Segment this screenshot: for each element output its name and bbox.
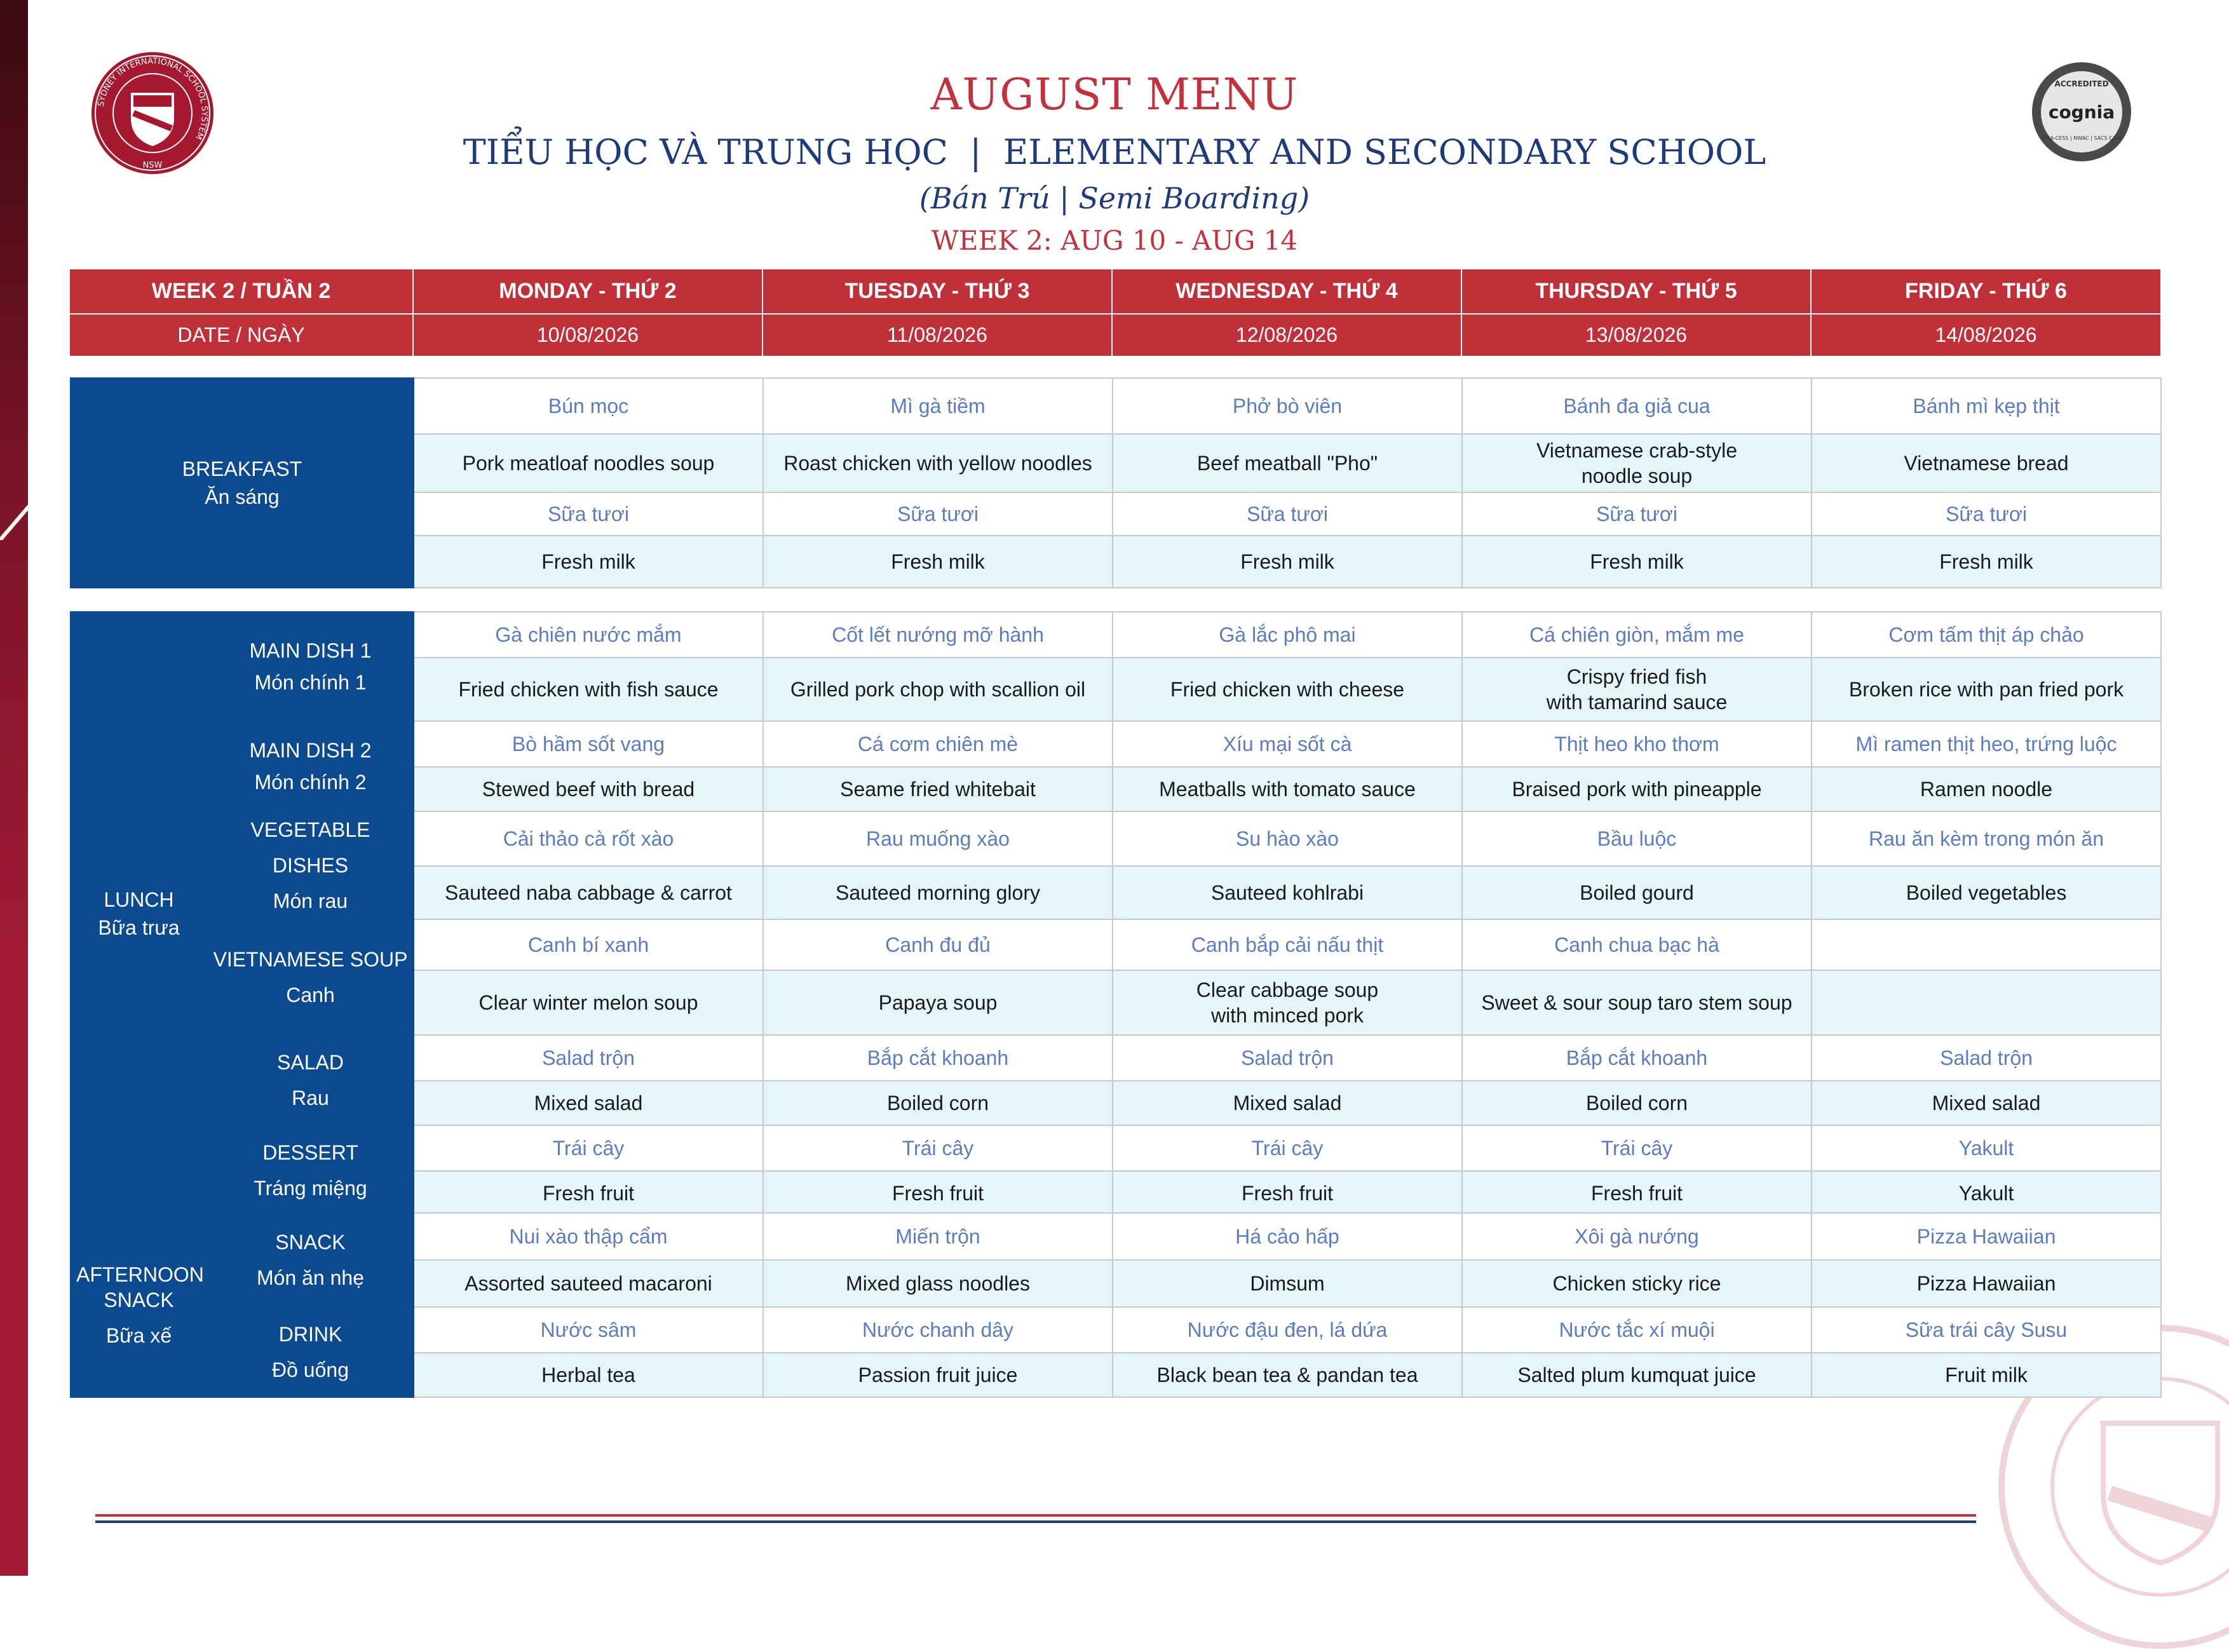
dish-vn: Trái cây xyxy=(763,1125,1113,1171)
dish-en: Mixed salad xyxy=(414,1081,763,1125)
category-label xyxy=(207,919,414,1035)
category-en: MAIN DISH 1 xyxy=(249,639,372,662)
category-vn: Canh xyxy=(286,984,335,1006)
dish-en: Dimsum xyxy=(1113,1260,1462,1307)
day-header: MONDAY - THỨ 2 xyxy=(413,269,762,314)
dish-vn: Phở bò viên xyxy=(1113,378,1462,434)
date-label: DATE / NGÀY xyxy=(70,314,413,356)
dish-vn: Sữa tươi xyxy=(1113,492,1462,536)
dish-vn: Cải thảo cà rốt xào xyxy=(414,811,763,866)
dish-en: Pork meatloaf noodles soup xyxy=(414,434,763,492)
dish-vn: Bún mọc xyxy=(414,378,763,434)
dish-en: Fruit milk xyxy=(1812,1353,2161,1397)
dish-vn: Nui xào thập cẩm xyxy=(414,1213,763,1260)
dish-vn: Rau ăn kèm trong món ăn xyxy=(1812,811,2161,866)
dish-vn: Cá chiên giòn, mắm me xyxy=(1462,612,1812,658)
stripe-accent-line xyxy=(0,496,38,540)
dish-en: Mixed glass noodles xyxy=(763,1260,1113,1307)
dish-vn: Cá cơm chiên mè xyxy=(763,721,1113,767)
dish-en: Crispy fried fish with tamarind sauce xyxy=(1462,658,1812,721)
breakfast-label-vn: Ăn sáng xyxy=(205,485,280,508)
dish-en: Seame fried whitebait xyxy=(763,767,1113,811)
school-level-subtitle: TIỂU HỌC VÀ TRUNG HỌC | ELEMENTARY AND SECONDARY SCHOOL xyxy=(463,132,1766,172)
badge-bottom-text: MSA-CESS | NWAC | SACS CASI xyxy=(2042,135,2121,141)
dish-vn: Bánh mì kẹp thịt xyxy=(1812,378,2161,434)
badge-brand-text: cognia xyxy=(2048,102,2115,123)
dish-vn: Pizza Hawaiian xyxy=(1812,1213,2161,1260)
dish-vn: Trái cây xyxy=(414,1125,763,1171)
dish-vn: Bánh đa giả cua xyxy=(1462,378,1812,434)
breakfast-label-en: BREAKFAST xyxy=(182,457,302,480)
dish-vn: Canh chua bạc hà xyxy=(1462,919,1812,970)
category-en: VIETNAMESE SOUP xyxy=(213,948,408,971)
dish-en: Broken rice with pan fried pork xyxy=(1812,658,2161,721)
dish-vn: Canh đu đủ xyxy=(763,919,1113,970)
dish-en: Vietnamese crab-style noodle soup xyxy=(1462,434,1812,492)
dish-vn: Su hào xào xyxy=(1113,811,1462,866)
dish-en xyxy=(1812,970,2161,1035)
dish-en: Fresh fruit xyxy=(414,1171,763,1215)
dish-vn: Bắp cắt khoanh xyxy=(1462,1035,1812,1081)
dish-en: Sauteed naba cabbage & carrot xyxy=(414,866,763,919)
dish-vn: Há cảo hấp xyxy=(1113,1213,1462,1260)
dish-en: Fresh fruit xyxy=(1113,1171,1462,1215)
dish-en: Mixed salad xyxy=(1113,1081,1462,1125)
dish-en: Vietnamese bread xyxy=(1812,434,2161,492)
day-header: THURSDAY - THỨ 5 xyxy=(1461,269,1811,314)
title-block xyxy=(0,64,2229,263)
dish-vn: Sữa trái cây Susu xyxy=(1812,1307,2161,1353)
dish-vn: Nước tắc xí muội xyxy=(1462,1307,1812,1353)
dish-en: Sweet & sour soup taro stem soup xyxy=(1462,970,1812,1035)
day-date: 14/08/2026 xyxy=(1811,314,2160,356)
lunch-table xyxy=(70,611,2162,1216)
dish-vn: Xíu mại sốt cà xyxy=(1113,721,1462,767)
category-label xyxy=(207,811,414,919)
dish-en: Fresh milk xyxy=(763,536,1113,588)
category-label xyxy=(207,1213,414,1307)
day-date: 11/08/2026 xyxy=(762,314,1112,356)
dish-vn: Mì ramen thịt heo, trứng luộc xyxy=(1812,721,2161,767)
category-vn: Rau xyxy=(292,1087,329,1109)
day-header: TUESDAY - THỨ 3 xyxy=(762,269,1112,314)
dish-vn xyxy=(1812,919,2161,970)
dish-en: Grilled pork chop with scallion oil xyxy=(763,658,1113,721)
dish-vn: Nước sâm xyxy=(414,1307,763,1353)
dish-en: Boiled corn xyxy=(763,1081,1113,1125)
category-vn: Đồ uống xyxy=(272,1358,349,1381)
dish-vn: Nước đậu đen, lá dứa xyxy=(1113,1307,1462,1353)
day-header: FRIDAY - THỨ 6 xyxy=(1811,269,2160,314)
footer-rule-blue xyxy=(95,1520,1976,1523)
dish-vn: Sữa tươi xyxy=(1812,492,2161,536)
dish-en: Black bean tea & pandan tea xyxy=(1113,1353,1462,1397)
dish-en: Roast chicken with yellow noodles xyxy=(763,434,1113,492)
dish-vn: Salad trộn xyxy=(1113,1035,1462,1081)
dish-en: Fresh milk xyxy=(1462,536,1812,588)
logo-small-text: NSW xyxy=(142,161,163,170)
dish-vn: Sữa tươi xyxy=(1462,492,1812,536)
week-label: WEEK 2 / TUẦN 2 xyxy=(70,269,413,314)
dish-vn: Cốt lết nướng mỡ hành xyxy=(763,612,1113,658)
dish-vn: Salad trộn xyxy=(414,1035,763,1081)
category-vn: Tráng miệng xyxy=(254,1177,367,1200)
dish-vn: Trái cây xyxy=(1113,1125,1462,1171)
dish-en: Boiled gourd xyxy=(1462,866,1812,919)
category-vn: Món ăn nhẹ xyxy=(256,1266,364,1289)
category-label xyxy=(207,1307,414,1397)
day-date: 10/08/2026 xyxy=(413,314,762,356)
lunch-label-en: LUNCH xyxy=(104,888,174,911)
dish-vn: Thịt heo kho thơm xyxy=(1462,721,1812,767)
dish-en: Yakult xyxy=(1812,1171,2161,1215)
dish-vn: Rau muống xào xyxy=(763,811,1113,866)
dish-en: Ramen noodle xyxy=(1812,767,2161,811)
dish-en: Papaya soup xyxy=(763,970,1113,1035)
dish-vn: Bắp cắt khoanh xyxy=(763,1035,1113,1081)
dish-en: Beef meatball "Pho" xyxy=(1113,434,1462,492)
dish-en: Fresh milk xyxy=(1812,536,2161,588)
dish-vn: Bầu luộc xyxy=(1462,811,1812,866)
category-en: DESSERT xyxy=(262,1141,358,1164)
category-en: DRINK xyxy=(278,1323,342,1346)
category-en: SNACK xyxy=(275,1231,346,1254)
dish-vn: Sữa tươi xyxy=(763,492,1113,536)
dish-vn: Mì gà tiềm xyxy=(763,378,1113,434)
dish-en: Passion fruit juice xyxy=(763,1353,1113,1397)
dish-en: Boiled corn xyxy=(1462,1081,1812,1125)
dish-en: Clear cabbage soup with minced pork xyxy=(1113,970,1462,1035)
dish-vn: Canh bắp cải nấu thịt xyxy=(1113,919,1462,970)
lunch-label-vn: Bữa trưa xyxy=(98,916,180,939)
dish-en: Fresh milk xyxy=(1113,536,1462,588)
dish-en: Clear winter melon soup xyxy=(414,970,763,1035)
badge-top-text: ACCREDITED xyxy=(2054,79,2109,88)
dish-vn: Salad trộn xyxy=(1812,1035,2161,1081)
category-label xyxy=(207,721,414,811)
day-header-table xyxy=(70,269,2160,356)
dish-en: Fresh milk xyxy=(414,536,763,588)
day-date: 12/08/2026 xyxy=(1112,314,1461,356)
dish-vn: Miến trộn xyxy=(763,1213,1113,1260)
category-en: SALAD xyxy=(277,1051,344,1074)
afternoon-label-vn: Bữa xế xyxy=(105,1324,172,1347)
dish-en: Assorted sauteed macaroni xyxy=(414,1260,763,1307)
dish-vn: Canh bí xanh xyxy=(414,919,763,970)
dish-vn: Gà lắc phô mai xyxy=(1113,612,1462,658)
breakfast-label xyxy=(71,378,414,588)
page-title: AUGUST MENU xyxy=(930,70,1299,120)
dish-vn: Yakult xyxy=(1812,1125,2161,1171)
dish-en: Pizza Hawaiian xyxy=(1812,1260,2161,1307)
logo-ring-text: SYDNEY INTERNATIONAL SCHOOL SYSTEM xyxy=(96,56,210,141)
category-en: VEGETABLE DISHES xyxy=(250,818,370,877)
category-label xyxy=(207,1035,414,1125)
category-label xyxy=(207,1125,414,1215)
category-vn: Món rau xyxy=(273,890,348,912)
category-label xyxy=(207,612,414,721)
dish-vn: Sữa tươi xyxy=(414,492,763,536)
dish-en: Sauteed kohlrabi xyxy=(1113,866,1462,919)
dish-en: Mixed salad xyxy=(1812,1081,2161,1125)
afternoon-label xyxy=(71,1213,207,1397)
day-date: 13/08/2026 xyxy=(1461,314,1811,356)
afternoon-snack-table xyxy=(70,1212,2162,1398)
dish-en: Stewed beef with bread xyxy=(414,767,763,811)
dish-en: Fried chicken with cheese xyxy=(1113,658,1462,721)
breakfast-table xyxy=(70,377,2162,588)
category-en: MAIN DISH 2 xyxy=(249,739,372,762)
dish-en: Salted plum kumquat juice xyxy=(1462,1353,1812,1397)
category-vn: Món chính 2 xyxy=(254,771,367,794)
lunch-label xyxy=(71,612,207,1215)
dish-vn: Bò hầm sốt vang xyxy=(414,721,763,767)
dish-en: Fresh fruit xyxy=(763,1171,1113,1215)
dish-vn: Gà chiên nước mắm xyxy=(414,612,763,658)
dish-vn: Nước chanh dây xyxy=(763,1307,1113,1353)
dish-en: Chicken sticky rice xyxy=(1462,1260,1812,1307)
dish-vn: Cơm tấm thịt áp chảo xyxy=(1812,612,2161,658)
dish-en: Meatballs with tomato sauce xyxy=(1113,767,1462,811)
dish-en: Boiled vegetables xyxy=(1812,866,2161,919)
dish-vn: Xôi gà nướng xyxy=(1462,1213,1812,1260)
day-header: WEDNESDAY - THỨ 4 xyxy=(1112,269,1461,314)
dish-en: Herbal tea xyxy=(414,1353,763,1397)
week-range: WEEK 2: AUG 10 - AUG 14 xyxy=(931,225,1298,256)
category-vn: Món chính 1 xyxy=(254,671,367,694)
dish-en: Sauteed morning glory xyxy=(763,866,1113,919)
boarding-subtitle: (Bán Trú | Semi Boarding) xyxy=(919,181,1310,215)
afternoon-label-en: AFTERNOON SNACK xyxy=(76,1263,204,1311)
footer-rule-red xyxy=(95,1514,1976,1517)
dish-vn: Trái cây xyxy=(1462,1125,1812,1171)
dish-en: Fried chicken with fish sauce xyxy=(414,658,763,721)
dish-en: Fresh fruit xyxy=(1462,1171,1812,1215)
dish-en: Braised pork with pineapple xyxy=(1462,767,1812,811)
